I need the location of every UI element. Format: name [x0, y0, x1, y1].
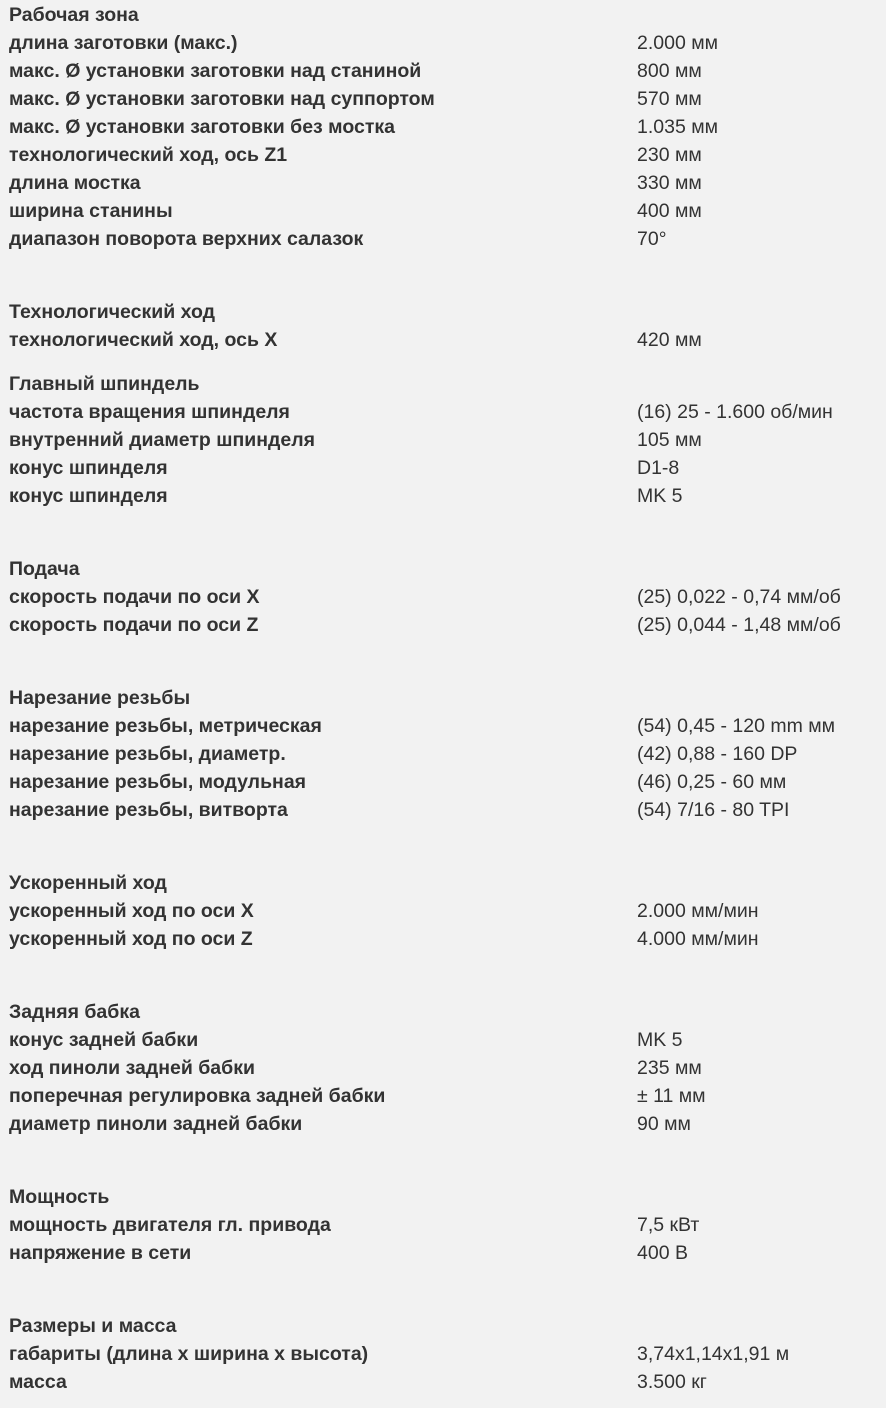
spec-value: 1.035 мм [637, 116, 719, 138]
spec-value: ± 11 мм [637, 1085, 706, 1107]
spec-label: нарезание резьбы, метрическая [9, 715, 322, 737]
spec-label: напряжение в сети [9, 1242, 192, 1264]
spec-row [9, 482, 886, 510]
spec-value: 230 мм [637, 144, 702, 166]
spec-row [9, 225, 886, 253]
spec-label: мощность двигателя гл. привода [9, 1214, 331, 1236]
spec-value: 7,5 кВт [637, 1214, 700, 1236]
spec-value: 105 мм [637, 429, 702, 451]
spec-label: конус шпинделя [9, 457, 168, 479]
spec-value: (46) 0,25 - 60 мм [637, 771, 787, 793]
spec-row [9, 326, 886, 354]
section-heading: Нарезание резьбы [9, 687, 191, 709]
spec-value: 2.000 мм/мин [637, 900, 759, 922]
spec-row [9, 1368, 886, 1396]
spec-label: ход пиноли задней бабки [9, 1057, 255, 1079]
spec-label: ускоренный ход по оси Z [9, 928, 253, 950]
spec-row [9, 796, 886, 824]
spec-value: 800 мм [637, 60, 702, 82]
section-travel [9, 298, 886, 354]
section-heading: Рабочая зона [9, 4, 139, 26]
spec-label: конус шпинделя [9, 485, 168, 507]
spec-row [9, 925, 886, 953]
section-power [9, 1183, 886, 1267]
section-work-area [9, 0, 886, 253]
spec-label: скорость подачи по оси Z [9, 614, 259, 636]
spec-label: длина мостка [9, 172, 141, 194]
spec-label: диаметр пиноли задней бабки [9, 1113, 303, 1135]
spec-value: MK 5 [637, 1029, 683, 1051]
spec-label: ускоренный ход по оси X [9, 900, 254, 922]
spec-value: 70° [637, 228, 667, 250]
spec-row [9, 1082, 886, 1110]
spec-value: 3,74x1,14x1,91 м [637, 1343, 790, 1365]
spec-value: MK 5 [637, 485, 683, 507]
spec-value: 330 мм [637, 172, 702, 194]
spec-row [9, 426, 886, 454]
spec-label: скорость подачи по оси X [9, 586, 260, 608]
spec-row [9, 1110, 886, 1138]
spec-row [9, 85, 886, 113]
section-rapid-traverse [9, 869, 886, 953]
spec-value: 3.500 кг [637, 1371, 707, 1393]
spec-value: (42) 0,88 - 160 DP [637, 743, 798, 765]
spec-row [9, 141, 886, 169]
spec-row [9, 1054, 886, 1082]
spec-label: ширина станины [9, 200, 173, 222]
spec-label: технологический ход, ось X [9, 329, 278, 351]
section-dimensions-weight [9, 1312, 886, 1396]
spec-label: масса [9, 1371, 67, 1393]
spec-row [9, 398, 886, 426]
spec-value: 4.000 мм/мин [637, 928, 759, 950]
section-heading: Размеры и масса [9, 1315, 177, 1337]
spec-value: 570 мм [637, 88, 702, 110]
spec-label: нарезание резьбы, витворта [9, 799, 288, 821]
spec-label: внутренний диаметр шпинделя [9, 429, 315, 451]
spec-value: (54) 0,45 - 120 mm мм [637, 715, 836, 737]
spec-row [9, 740, 886, 768]
spec-row [9, 57, 886, 85]
section-threading [9, 684, 886, 824]
spec-row [9, 169, 886, 197]
spec-value: (25) 0,022 - 0,74 мм/об [637, 586, 841, 608]
spec-row [9, 1026, 886, 1054]
spec-value: 235 мм [637, 1057, 702, 1079]
spec-value: 400 мм [637, 200, 702, 222]
spec-label: макс. Ø установки заготовки над суппортом [9, 88, 435, 110]
spec-value: D1-8 [637, 457, 680, 479]
spec-label: нарезание резьбы, модульная [9, 771, 307, 793]
section-feed [9, 555, 886, 639]
section-heading: Подача [9, 558, 80, 580]
spec-label: нарезание резьбы, диаметр. [9, 743, 286, 765]
spec-row [9, 712, 886, 740]
spec-value: (16) 25 - 1.600 об/мин [637, 401, 833, 423]
section-heading: Мощность [9, 1186, 110, 1208]
spec-label: длина заготовки (макс.) [9, 32, 238, 54]
spec-value: 90 мм [637, 1113, 691, 1135]
spec-row [9, 1239, 886, 1267]
spec-value: 400 В [637, 1242, 688, 1264]
spec-value: (54) 7/16 - 80 TPI [637, 799, 790, 821]
spec-label: частота вращения шпинделя [9, 401, 290, 423]
spec-label: габариты (длина x ширина x высота) [9, 1343, 369, 1365]
spec-value: 2.000 мм [637, 32, 719, 54]
spec-row [9, 1211, 886, 1239]
spec-row [9, 454, 886, 482]
spec-label: макс. Ø установки заготовки без мостка [9, 116, 395, 138]
spec-row [9, 29, 886, 57]
section-heading: Главный шпиндель [9, 373, 200, 395]
section-heading: Ускоренный ход [9, 872, 167, 894]
section-heading: Задняя бабка [9, 1001, 140, 1023]
section-heading: Технологический ход [9, 301, 216, 323]
spec-label: технологический ход, ось Z1 [9, 144, 288, 166]
spec-table [9, 0, 886, 1396]
spec-row [9, 113, 886, 141]
spec-value: 420 мм [637, 329, 702, 351]
spec-row [9, 768, 886, 796]
spec-row [9, 197, 886, 225]
spec-row [9, 1340, 886, 1368]
spec-row [9, 583, 886, 611]
section-tailstock [9, 998, 886, 1138]
spec-label: макс. Ø установки заготовки над станиной [9, 60, 422, 82]
spec-label: диапазон поворота верхних салазок [9, 228, 364, 250]
spec-label: конус задней бабки [9, 1029, 199, 1051]
spec-value: (25) 0,044 - 1,48 мм/об [637, 614, 841, 636]
spec-label: поперечная регулировка задней бабки [9, 1085, 386, 1107]
spec-row [9, 897, 886, 925]
spec-row [9, 611, 886, 639]
section-main-spindle [9, 370, 886, 510]
